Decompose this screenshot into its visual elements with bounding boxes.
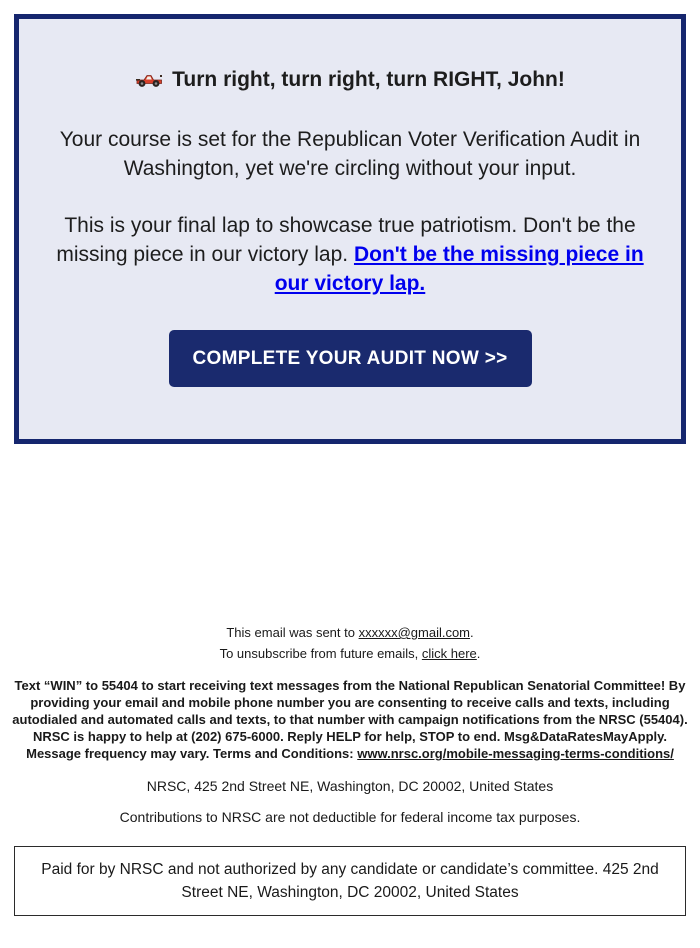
recipient-email-link[interactable]: xxxxxx@gmail.com <box>358 625 471 640</box>
nrsc-address: NRSC, 425 2nd Street NE, Washington, DC 20002, United States <box>146 778 554 794</box>
course-paragraph: Your course is set for the Republican Voter Verification Audit in Washington, yet we're circling without your input. <box>59 128 641 180</box>
final-lap-paragraph <box>49 211 651 298</box>
paid-for-text: Paid for by NRSC and not authorized by any candidate or candidate’s committee. 425 2nd Street NE, Washington, DC 20002, United States <box>41 861 659 901</box>
complete-audit-button[interactable]: COMPLETE YOUR AUDIT NOW >> <box>169 330 532 387</box>
racing-car-icon <box>135 69 163 95</box>
unsubscribe-line <box>0 643 700 664</box>
final-lap-text: This is your final lap to showcase true patriotism. Don't be the missing piece in our victory lap. <box>56 214 636 266</box>
unsubscribe-period: . <box>476 646 481 661</box>
sent-to-period: . <box>470 625 474 640</box>
unsubscribe-link[interactable]: click here <box>421 646 477 661</box>
paid-for-box <box>14 846 686 916</box>
sent-to-line <box>0 622 700 643</box>
headline-text: Turn right, turn right, turn RIGHT, John! <box>172 68 565 91</box>
sent-to-text: This email was sent to <box>226 625 359 640</box>
sms-disclaimer <box>6 677 694 762</box>
terms-conditions-link[interactable]: www.nrsc.org/mobile-messaging-terms-conditions/ <box>357 746 674 761</box>
email-footer <box>0 622 700 916</box>
contributions-disclaimer: Contributions to NRSC are not deductible for federal income tax purposes. <box>119 809 581 825</box>
sms-disclaimer-text: Text “WIN” to 55404 to start receiving text messages from the National Republican Senatorial Committee! By providing your email and mobile phone number you are consenting to receive calls and texts, including autodialed and automated calls and texts, to that number with campaign notifications from the NRSC (55404). NRSC is happy to help at (202) 675-6000. Reply HELP for help, STOP to end. Msg&DataRatesMayApply. Message frequency may vary. Terms and Conditions: <box>12 678 688 761</box>
victory-lap-link[interactable]: Don't be the missing piece in our victory lap. <box>274 243 644 295</box>
headline <box>49 67 651 95</box>
hero-box <box>14 14 686 444</box>
unsubscribe-text: To unsubscribe from future emails, <box>219 646 422 661</box>
